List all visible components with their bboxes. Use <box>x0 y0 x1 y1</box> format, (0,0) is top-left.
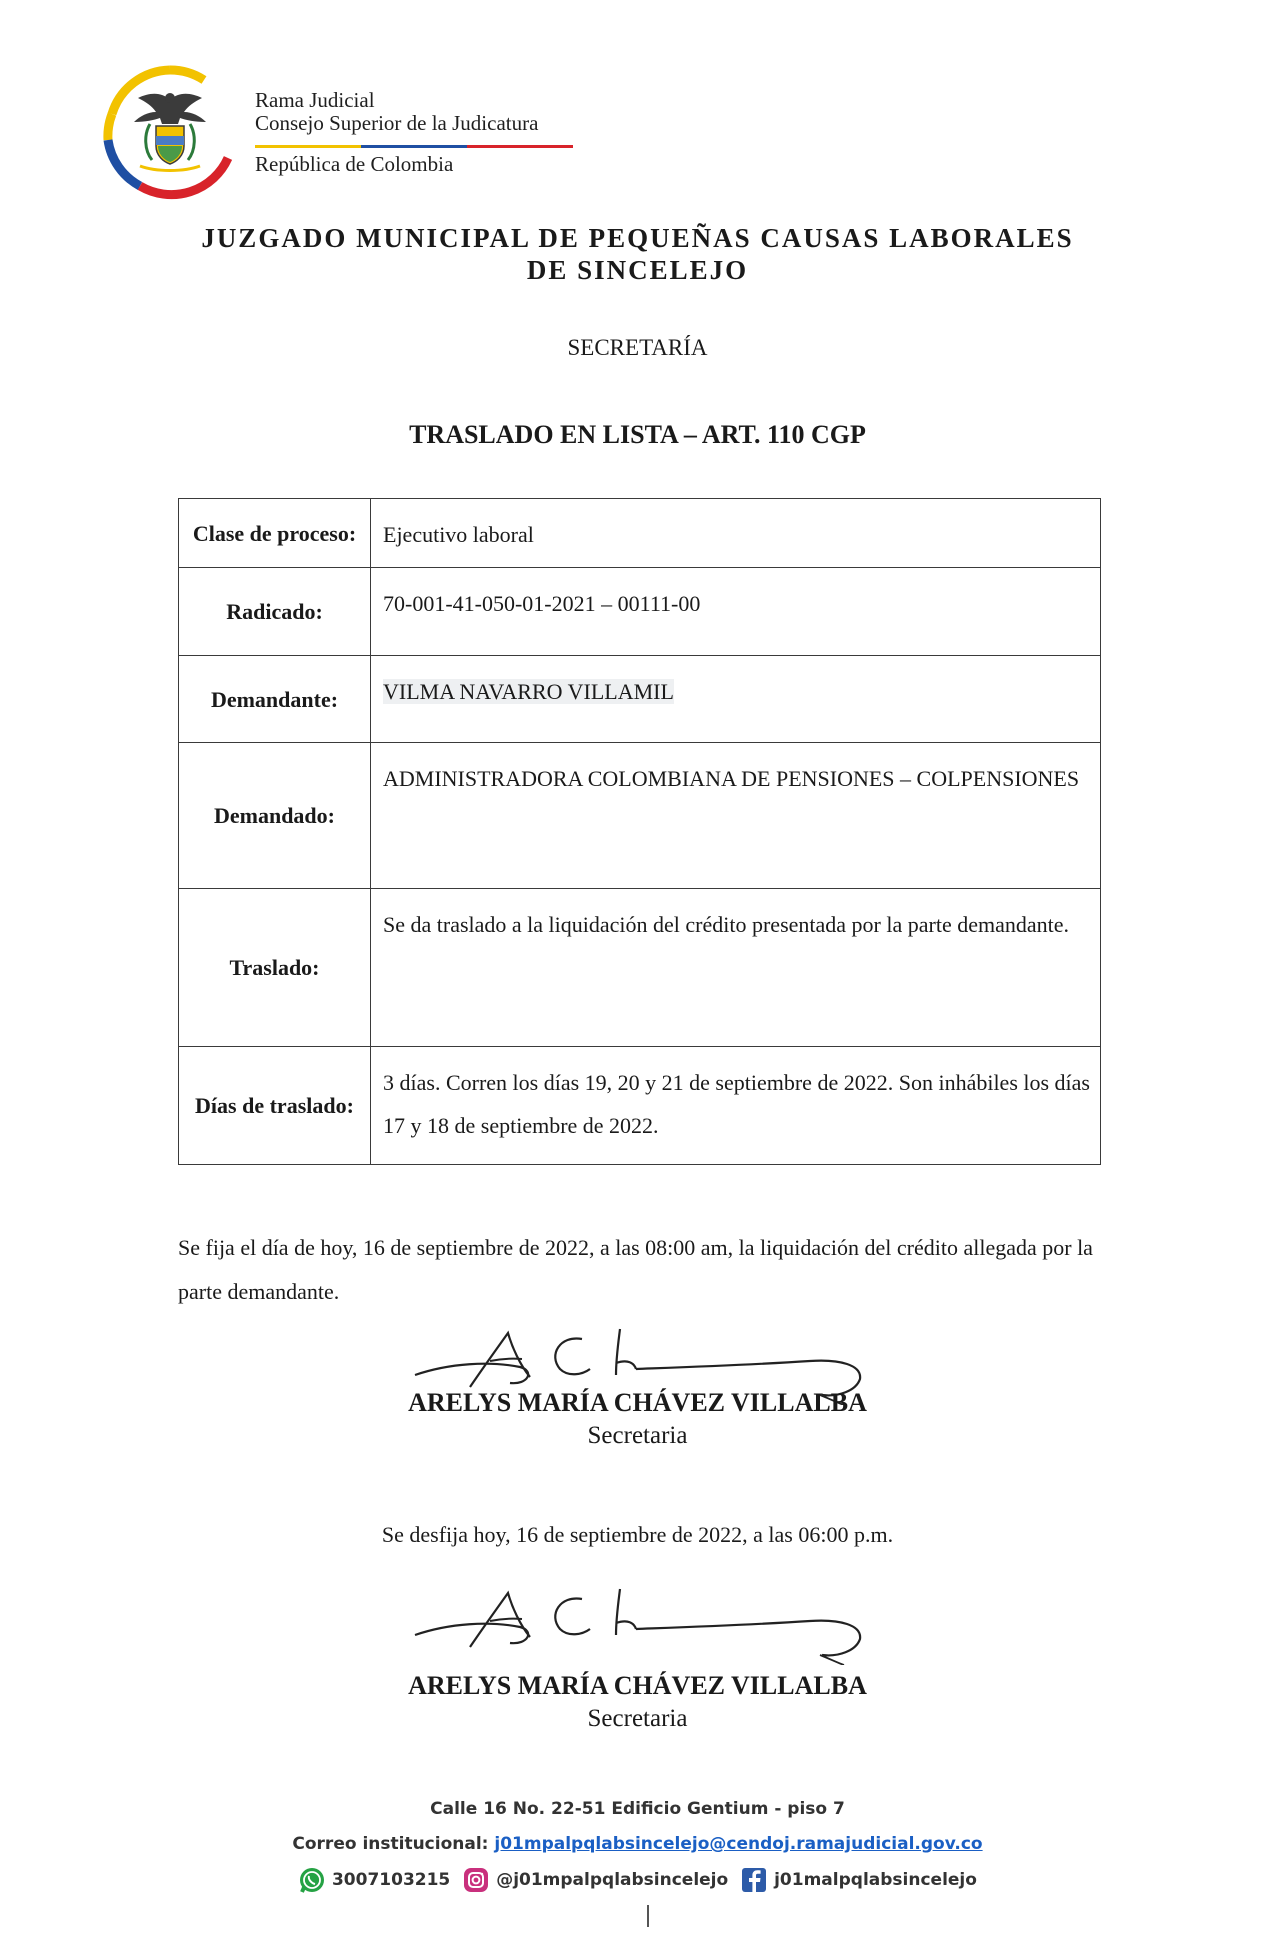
row-label: Días de traslado: <box>179 1047 371 1165</box>
letterhead-text <box>255 89 538 135</box>
row-value: ADMINISTRADORA COLOMBIANA DE PENSIONES – COLPENSIONES <box>371 743 1101 889</box>
row-value-cell <box>371 656 1101 743</box>
process-info-table <box>178 498 1101 1165</box>
signer-name: ARELYS MARÍA CHÁVEZ VILLALBA <box>408 1388 867 1417</box>
signer-role: Secretaria <box>587 1705 688 1732</box>
handwritten-signature <box>410 1585 880 1665</box>
row-label: Clase de proceso: <box>179 499 371 568</box>
facebook-icon <box>740 1866 768 1894</box>
signer-name: ARELYS MARÍA CHÁVEZ VILLALBA <box>408 1671 867 1700</box>
footer-mail <box>0 1834 1275 1854</box>
judicial-seal-logo <box>100 62 240 202</box>
row-value: VILMA NAVARRO VILLAMIL <box>383 679 674 704</box>
row-label: Radicado: <box>179 568 371 656</box>
document-title: TRASLADO EN LISTA – ART. 110 CGP <box>409 420 866 449</box>
letterhead-line2: Consejo Superior de la Judicatura <box>255 111 539 135</box>
court-line2: DE SINCELEJO <box>526 255 749 285</box>
table-row <box>179 1047 1101 1165</box>
facebook-contact[interactable] <box>740 1866 977 1894</box>
letterhead <box>100 62 600 207</box>
instagram-icon <box>462 1866 490 1894</box>
table-row <box>179 889 1101 1047</box>
footer-social <box>0 1866 1275 1894</box>
table-row <box>179 743 1101 889</box>
mail-link[interactable]: j01mpalpqlabsincelejo@cendoj.ramajudicial.gov.co <box>494 1834 983 1854</box>
instagram-handle: @j01mpalpqlabsincelejo <box>496 1870 729 1890</box>
table-row <box>179 656 1101 743</box>
row-value: 3 días. Corren los días 19, 20 y 21 de septiembre de 2022. Son inhábiles los días 17 y 18 de septiembre de 2022. <box>371 1047 1101 1165</box>
instagram-contact[interactable] <box>462 1866 728 1894</box>
whatsapp-number: 3007103215 <box>331 1870 451 1890</box>
court-heading <box>130 222 1145 286</box>
letterhead-flag-line <box>255 145 573 148</box>
whatsapp-icon <box>298 1866 326 1894</box>
footer-address: Calle 16 No. 22-51 Edificio Gentium - piso 7 <box>430 1799 845 1819</box>
court-line1: JUZGADO MUNICIPAL DE PEQUEÑAS CAUSAS LABORALES <box>201 223 1074 253</box>
whatsapp-contact[interactable] <box>298 1866 450 1894</box>
letterhead-line3: República de Colombia <box>255 152 454 176</box>
row-label: Traslado: <box>179 889 371 1047</box>
unfix-note: Se desfija hoy, 16 de septiembre de 2022, a las 06:00 p.m. <box>381 1522 894 1547</box>
row-label: Demandado: <box>179 743 371 889</box>
page-marker <box>647 1905 649 1927</box>
letterhead-line1: Rama Judicial <box>255 88 375 112</box>
table-row <box>179 568 1101 656</box>
table-row <box>179 499 1101 568</box>
fix-note: Se fija el día de hoy, 16 de septiembre de 2022, a las 08:00 am, la liquidación del crédito allegada por la parte demandante. <box>178 1235 1093 1304</box>
row-value: Ejecutivo laboral <box>371 499 1101 568</box>
signer-role: Secretaria <box>587 1422 688 1449</box>
row-value: 70-001-41-050-01-2021 – 00111-00 <box>371 568 1101 656</box>
secretaria-label: SECRETARÍA <box>567 335 708 360</box>
row-value: Se da traslado a la liquidación del crédito presentada por la parte demandante. <box>371 889 1101 1047</box>
facebook-handle: j01malpqlabsincelejo <box>774 1870 977 1890</box>
mail-label: Correo institucional: <box>292 1834 489 1854</box>
row-label: Demandante: <box>179 656 371 743</box>
